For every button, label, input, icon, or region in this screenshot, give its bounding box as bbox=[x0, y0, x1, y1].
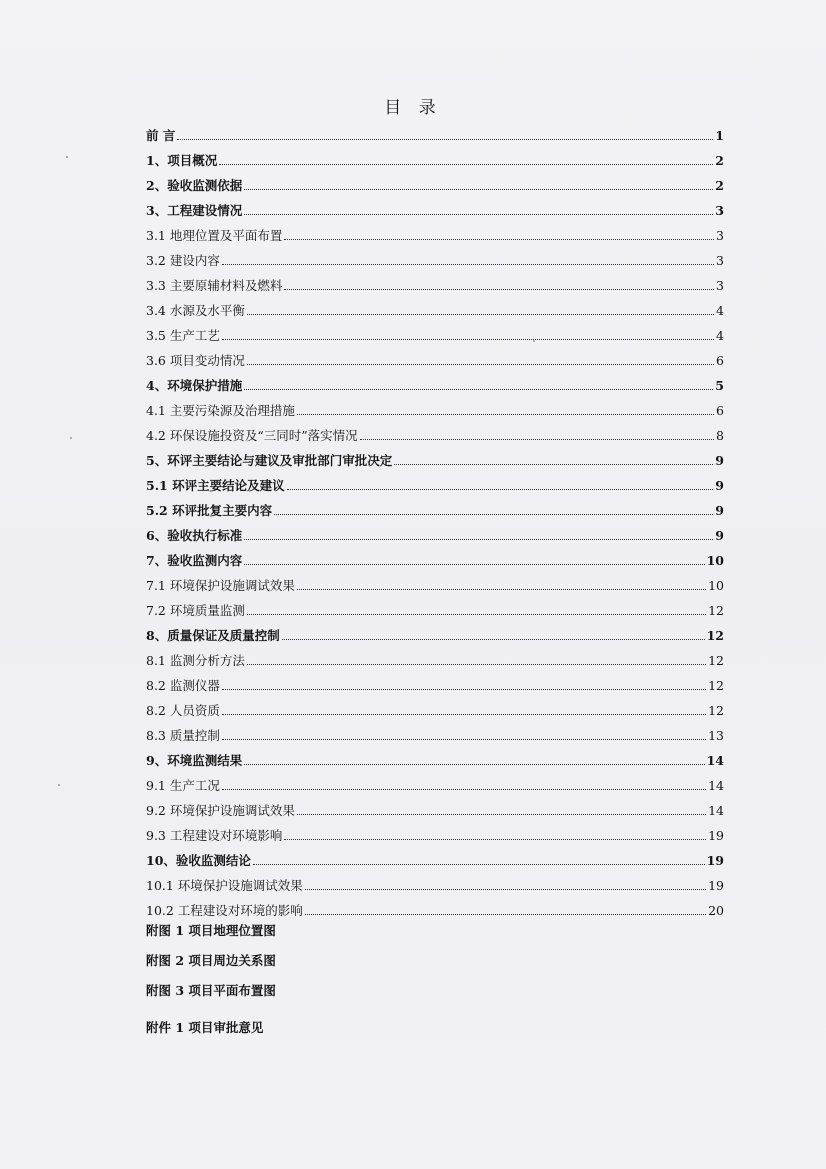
toc-leader-dots bbox=[247, 364, 714, 365]
toc-entry bbox=[146, 293, 724, 318]
toc-entry-page: 4 bbox=[716, 328, 724, 343]
appendix-entry: 附图 3 项目平面布置图 bbox=[146, 983, 276, 998]
toc-entry-page: 2 bbox=[715, 178, 724, 193]
toc-entry-text: 1、项目概况 bbox=[146, 153, 218, 168]
toc-entry-text: 7、验收监测内容 bbox=[146, 553, 243, 568]
toc-entry-text: 10、验收监测结论 bbox=[146, 853, 251, 868]
toc-entry-text: 5、环评主要结论与建议及审批部门审批决定 bbox=[146, 453, 393, 468]
toc-entry-text: 8、质量保证及质量控制 bbox=[146, 628, 280, 643]
toc-entry bbox=[146, 343, 724, 368]
toc-leader-dots bbox=[247, 664, 706, 665]
toc-entry-text: 9.1 生产工况 bbox=[146, 778, 220, 793]
toc-entry-page: 12 bbox=[708, 653, 724, 668]
toc-entry-page: 10 bbox=[708, 578, 724, 593]
toc-entry-text: 2、验收监测依据 bbox=[146, 178, 243, 193]
toc-entry bbox=[146, 218, 724, 243]
toc-entry bbox=[146, 168, 724, 193]
toc-entry bbox=[146, 868, 724, 893]
toc-list bbox=[146, 118, 724, 918]
toc-entry bbox=[146, 418, 724, 443]
toc-leader-dots bbox=[247, 314, 714, 315]
toc-entry bbox=[146, 568, 724, 593]
scan-speck bbox=[533, 340, 535, 342]
toc-entry-text: 10.1 环境保护设施调试效果 bbox=[146, 878, 303, 893]
toc-entry-text: 10.2 工程建设对环境的影响 bbox=[146, 903, 303, 918]
toc-entry-text: 3.3 主要原辅材料及燃料 bbox=[146, 278, 283, 293]
toc-entry bbox=[146, 593, 724, 618]
toc-entry-text: 8.2 人员资质 bbox=[146, 703, 220, 718]
toc-entry-page: 12 bbox=[708, 703, 724, 718]
toc-leader-dots bbox=[360, 439, 714, 440]
toc-entry bbox=[146, 693, 724, 718]
toc-entry-text: 4、环境保护措施 bbox=[146, 378, 243, 393]
toc-leader-dots bbox=[222, 714, 706, 715]
toc-leader-dots bbox=[222, 264, 714, 265]
toc-leader-dots bbox=[305, 914, 706, 915]
toc-entry-text: 6、验收执行标准 bbox=[146, 528, 243, 543]
toc-entry-page: 9 bbox=[715, 503, 724, 518]
toc-entry-text: 4.2 环保设施投资及“三同时”落实情况 bbox=[146, 428, 358, 443]
toc-entry bbox=[146, 368, 724, 393]
toc-entry-page: 9 bbox=[715, 528, 724, 543]
toc-entry-page: 19 bbox=[708, 828, 724, 843]
toc-entry-text: 7.1 环境保护设施调试效果 bbox=[146, 578, 295, 593]
toc-entry-page: 14 bbox=[708, 778, 724, 793]
toc-entry-page: 9 bbox=[715, 453, 724, 468]
toc-entry bbox=[146, 768, 724, 793]
toc-entry-text: 3.2 建设内容 bbox=[146, 253, 220, 268]
toc-entry-page: 4 bbox=[716, 303, 724, 318]
toc-leader-dots bbox=[247, 614, 706, 615]
scan-speck bbox=[70, 437, 72, 439]
toc-entry-page: 12 bbox=[708, 678, 724, 693]
toc-entry bbox=[146, 243, 724, 268]
toc-entry bbox=[146, 668, 724, 693]
toc-leader-dots bbox=[305, 889, 706, 890]
toc-entry bbox=[146, 643, 724, 668]
toc-entry-text: 8.2 监测仪器 bbox=[146, 678, 220, 693]
toc-entry-page: 20 bbox=[708, 903, 724, 918]
toc-leader-dots bbox=[219, 164, 713, 165]
appendix-entry: 附件 1 项目审批意见 bbox=[146, 1020, 264, 1035]
toc-entry-page: 3 bbox=[716, 278, 724, 293]
toc-leader-dots bbox=[282, 639, 705, 640]
toc-leader-dots bbox=[274, 514, 713, 515]
toc-leader-dots bbox=[284, 239, 714, 240]
toc-leader-dots bbox=[297, 589, 706, 590]
toc-entry-text: 3、工程建设情况 bbox=[146, 203, 243, 218]
appendix-entry: 附图 2 项目周边关系图 bbox=[146, 953, 276, 968]
scan-speck bbox=[58, 784, 60, 786]
toc-entry-page: 14 bbox=[708, 803, 724, 818]
toc-leader-dots bbox=[222, 689, 706, 690]
toc-leader-dots bbox=[244, 214, 713, 215]
toc-leader-dots bbox=[297, 814, 706, 815]
toc-entry-text: 5.2 环评批复主要内容 bbox=[146, 503, 273, 518]
toc-leader-dots bbox=[244, 539, 713, 540]
page-title: 目 录 bbox=[384, 98, 442, 118]
toc-entry bbox=[146, 268, 724, 293]
toc-entry-page: 9 bbox=[715, 478, 724, 493]
toc-entry-text: 前 言 bbox=[146, 128, 176, 143]
toc-entry-page: 13 bbox=[708, 728, 724, 743]
toc-entry-text: 9.2 环境保护设施调试效果 bbox=[146, 803, 295, 818]
toc-leader-dots bbox=[284, 839, 706, 840]
toc-entry-page: 3 bbox=[716, 253, 724, 268]
toc-entry bbox=[146, 718, 724, 743]
toc-entry bbox=[146, 893, 724, 918]
toc-entry-text: 4.1 主要污染源及治理措施 bbox=[146, 403, 295, 418]
toc-entry-page: 3 bbox=[715, 203, 724, 218]
toc-entry bbox=[146, 843, 724, 868]
toc-entry-page: 2 bbox=[715, 153, 724, 168]
scan-speck bbox=[66, 156, 68, 158]
toc-entry bbox=[146, 118, 724, 143]
toc-leader-dots bbox=[177, 139, 713, 140]
toc-entry-page: 19 bbox=[706, 853, 724, 868]
toc-entry bbox=[146, 793, 724, 818]
toc-entry-page: 6 bbox=[716, 403, 724, 418]
toc-entry bbox=[146, 618, 724, 643]
toc-entry-text: 3.5 生产工艺 bbox=[146, 328, 220, 343]
toc-leader-dots bbox=[244, 389, 713, 390]
appendix-list bbox=[146, 920, 546, 1047]
toc-entry bbox=[146, 743, 724, 768]
toc-leader-dots bbox=[394, 464, 713, 465]
toc-entry bbox=[146, 443, 724, 468]
toc-entry bbox=[146, 543, 724, 568]
toc-leader-dots bbox=[244, 564, 704, 565]
toc-entry-text: 5.1 环评主要结论及建议 bbox=[146, 478, 285, 493]
toc-leader-dots bbox=[287, 489, 714, 490]
toc-entry-page: 12 bbox=[708, 603, 724, 618]
toc-leader-dots bbox=[284, 289, 714, 290]
toc-entry-text: 8.3 质量控制 bbox=[146, 728, 220, 743]
toc-leader-dots bbox=[244, 189, 713, 190]
toc-entry-text: 3.1 地理位置及平面布置 bbox=[146, 228, 283, 243]
toc-entry-text: 8.1 监测分析方法 bbox=[146, 653, 245, 668]
toc-entry bbox=[146, 468, 724, 493]
toc-entry bbox=[146, 393, 724, 418]
toc-entry bbox=[146, 193, 724, 218]
toc-entry-page: 3 bbox=[716, 228, 724, 243]
toc-entry-text: 7.2 环境质量监测 bbox=[146, 603, 245, 618]
toc-entry-page: 10 bbox=[706, 553, 724, 568]
toc-entry-page: 1 bbox=[715, 128, 724, 143]
toc-entry-page: 6 bbox=[716, 353, 724, 368]
toc-entry-page: 8 bbox=[716, 428, 724, 443]
appendix-entry: 附图 1 项目地理位置图 bbox=[146, 923, 276, 938]
toc-entry bbox=[146, 143, 724, 168]
toc-entry-text: 3.4 水源及水平衡 bbox=[146, 303, 245, 318]
toc-leader-dots bbox=[222, 789, 706, 790]
toc-leader-dots bbox=[244, 764, 704, 765]
toc-leader-dots bbox=[222, 339, 714, 340]
toc-entry-text: 3.6 项目变动情况 bbox=[146, 353, 245, 368]
toc-entry-page: 12 bbox=[706, 628, 724, 643]
toc-entry-text: 9、环境监测结果 bbox=[146, 753, 243, 768]
toc-entry bbox=[146, 518, 724, 543]
toc-leader-dots bbox=[297, 414, 714, 415]
toc-entry-page: 14 bbox=[706, 753, 724, 768]
toc-entry bbox=[146, 318, 724, 343]
toc-entry bbox=[146, 493, 724, 518]
toc-leader-dots bbox=[222, 739, 706, 740]
toc-leader-dots bbox=[253, 864, 705, 865]
toc-entry-page: 5 bbox=[715, 378, 724, 393]
toc-entry-page: 19 bbox=[708, 878, 724, 893]
toc-entry bbox=[146, 818, 724, 843]
toc-entry-text: 9.3 工程建设对环境影响 bbox=[146, 828, 283, 843]
